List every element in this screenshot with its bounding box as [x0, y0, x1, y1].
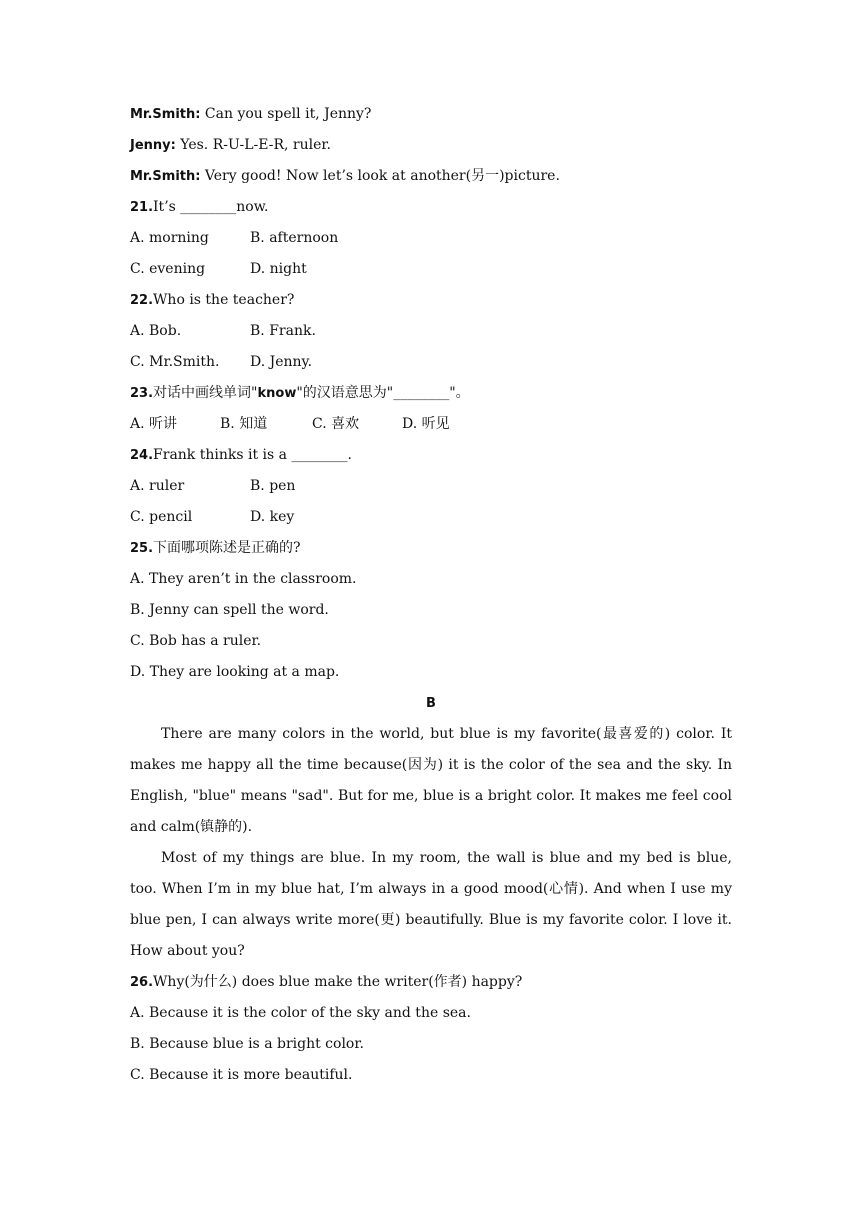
- question-26: [130, 967, 732, 998]
- question-number: 26.: [130, 975, 154, 990]
- option-a: A. 听讲: [130, 416, 178, 432]
- paragraph-text: There are many colors in the world, but blue is my favorite(最喜爱的) color. It makes me happy all the time because(因为) it is the color of the sea and the sky. In English, "blue" means "sad". But for me, blue is a bright color. It makes me feel cool and calm(镇静的).: [130, 726, 732, 835]
- options-row: [130, 316, 732, 347]
- option-b: B. pen: [250, 478, 296, 494]
- option-b: B. 知道: [220, 416, 268, 432]
- dialogue-line: [130, 130, 732, 161]
- option-a: A. Because it is the color of the sky and the sea.: [130, 1005, 471, 1021]
- option-d: D. 听见: [402, 416, 450, 432]
- option-b: B. afternoon: [250, 230, 339, 246]
- options-row: [130, 471, 732, 502]
- option-c: C. Bob has a ruler.: [130, 633, 262, 649]
- page-content: [130, 99, 732, 1091]
- section-heading: B: [426, 696, 436, 711]
- dialogue-line: [130, 161, 732, 192]
- option-a: A. Bob.: [130, 323, 182, 339]
- option-c: C. 喜欢: [312, 416, 360, 432]
- question-stem: Why(为什么) does blue make the writer(作者) happy?: [153, 974, 523, 990]
- options-row: [130, 502, 732, 533]
- options-row: [130, 223, 732, 254]
- question-stem: It’s ________now.: [153, 199, 269, 215]
- question-stem: 对话中画线单词": [153, 385, 258, 401]
- question-25: [130, 533, 732, 564]
- options-row: [130, 347, 732, 378]
- question-stem: Who is the teacher?: [153, 292, 295, 308]
- question-stem-end: "的汉语意思为"________"。: [296, 385, 470, 401]
- underlined-keyword: know: [257, 386, 297, 401]
- speaker-name: Mr.Smith:: [130, 169, 201, 184]
- option-b: B. Jenny can spell the word.: [130, 602, 329, 618]
- option-a: A. They aren’t in the classroom.: [130, 571, 357, 587]
- speaker-name: Jenny:: [130, 138, 176, 153]
- dialogue-line: [130, 99, 732, 130]
- option-d: D. night: [250, 261, 307, 277]
- question-24: [130, 440, 732, 471]
- option-d: D. They are looking at a map.: [130, 664, 340, 680]
- option-a: A. ruler: [130, 478, 185, 494]
- question-stem: 下面哪项陈述是正确的?: [153, 540, 301, 556]
- option-a: A. morning: [130, 230, 209, 246]
- question-number: 21.: [130, 200, 154, 215]
- passage-paragraph: [130, 719, 732, 843]
- question-number: 23.: [130, 386, 154, 401]
- question-number: 25.: [130, 541, 154, 556]
- option-c: C. Because it is more beautiful.: [130, 1067, 353, 1083]
- options-row: [130, 254, 732, 285]
- question-21: [130, 192, 732, 223]
- dialogue-text: Yes. R-U-L-E-R, ruler.: [175, 137, 331, 153]
- option-c: C. Mr.Smith.: [130, 354, 220, 370]
- dialogue-text: Can you spell it, Jenny?: [200, 106, 372, 122]
- speaker-name: Mr.Smith:: [130, 107, 201, 122]
- question-number: 24.: [130, 448, 154, 463]
- dialogue-text: Very good! Now let’s look at another(另一)picture.: [200, 168, 560, 184]
- option-d: D. key: [250, 509, 295, 525]
- options-row: [130, 409, 732, 440]
- option-d: D. Jenny.: [250, 354, 313, 370]
- option-b: B. Frank.: [250, 323, 316, 339]
- question-22: [130, 285, 732, 316]
- question-stem: Frank thinks it is a ________.: [153, 447, 352, 463]
- question-23: [130, 378, 732, 409]
- option-c: C. evening: [130, 261, 206, 277]
- option-c: C. pencil: [130, 509, 193, 525]
- paragraph-text: Most of my things are blue. In my room, the wall is blue and my bed is blue, too. When I’m in my blue hat, I’m always in a good mood(心情). And when I use my blue pen, I can always write more(更) beautifully. Blue is my favorite color. I love it. How about you?: [130, 850, 732, 959]
- passage-paragraph: [130, 843, 732, 967]
- option-b: B. Because blue is a bright color.: [130, 1036, 364, 1052]
- question-number: 22.: [130, 293, 154, 308]
